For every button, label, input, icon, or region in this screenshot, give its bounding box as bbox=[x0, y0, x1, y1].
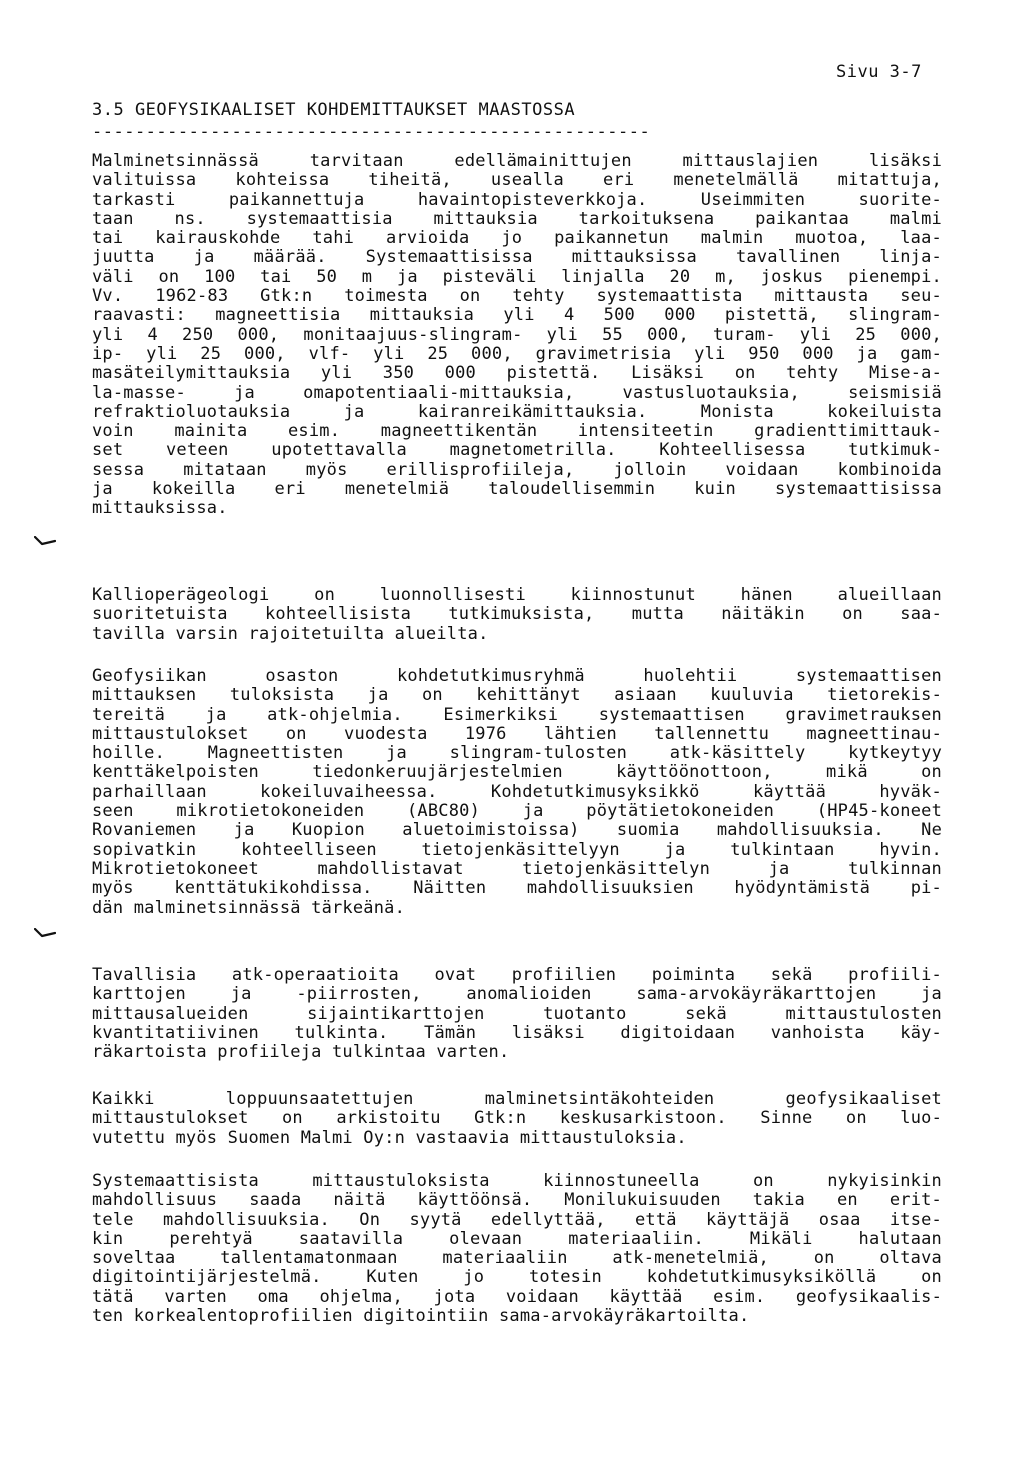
text-line: digitointijärjestelmä. Kuten jo totesin kohdetutkimusyksiköllä on bbox=[92, 1267, 942, 1288]
text-line: Mikrotietokoneet mahdollistavat tietojenkäsittelyn ja tulkinnan bbox=[92, 858, 942, 879]
text-line: tai kairauskohde tahi arvioida jo paikannetun malmin muotoa, laa- bbox=[92, 228, 942, 249]
margin-check-mark bbox=[34, 536, 56, 546]
text-line: mittauksissa. bbox=[92, 498, 228, 519]
text-line: voin mainita esim. magneettikentän intensiteetin gradienttimittauk- bbox=[92, 421, 942, 442]
text-line: set veteen upotettavalla magnetometrilla. Kohteellisessa tutkimuk- bbox=[92, 440, 942, 461]
section-title: 3.5 GEOFYSIKAALISET KOHDEMITTAUKSET MAASTOSSA bbox=[92, 100, 576, 120]
text-line: taan ns. systemaattisia mittauksia tarkoituksena paikantaa malmi bbox=[92, 208, 942, 229]
text-line: tarkasti paikannettuja havaintopisteverkkoja. Useimmiten suorite- bbox=[92, 189, 942, 210]
text-line: Malminetsinnässä tarvitaan edellämainittujen mittauslajien lisäksi bbox=[92, 151, 942, 171]
text-line: Geofysiikan osaston kohdetutkimusryhmä huolehtii systemaattisen bbox=[92, 666, 942, 686]
text-line: Kaikki loppuunsaatettujen malminetsintäkohteiden geofysikaaliset bbox=[92, 1089, 942, 1109]
text-line: ip- yli 25 000, vlf- yli 25 000, gravimetrisia yli 950 000 ja gam- bbox=[92, 343, 942, 364]
text-line: soveltaa tallentamatonmaan materiaaliin atk-menetelmiä, on oltava bbox=[92, 1248, 942, 1269]
text-line: la-masse- ja omapotentiaali-mittauksia, vastusluotauksia, seismisiä bbox=[92, 382, 942, 403]
paragraph-2 bbox=[92, 586, 942, 644]
text-line: mittaustulokset on vuodesta 1976 lähtien tallennettu magneettinau- bbox=[92, 723, 942, 744]
text-line: ten korkealentoprofiilien digitointiin sama-arvokäyräkartoilta. bbox=[92, 1306, 750, 1327]
text-line: karttojen ja -piirrosten, anomalioiden sama-arvokäyräkarttojen ja bbox=[92, 984, 942, 1005]
text-line: Rovaniemen ja Kuopion aluetoimistoissa) suomia mahdollisuuksia. Ne bbox=[92, 820, 942, 841]
text-line: myös kenttätukikohdissa. Näitten mahdollisuuksien hyödyntämistä pi- bbox=[92, 878, 942, 899]
text-line: mittauksen tuloksista ja on kehittänyt asiaan kuuluvia tietorekis- bbox=[92, 685, 942, 706]
text-line: hoille. Magneettisten ja slingram-tulosten atk-käsittely kytkeytyy bbox=[92, 743, 942, 764]
text-line: ja kokeilla eri menetelmiä taloudellisemmin kuin systemaattisissa bbox=[92, 479, 942, 500]
text-line: raavasti: magneettisia mittauksia yli 4 500 000 pistettä, slingram- bbox=[92, 305, 942, 326]
text-line: juutta ja määrää. Systemaattisissa mittauksissa tavallinen linja- bbox=[92, 247, 942, 268]
paragraph-4 bbox=[92, 966, 942, 1062]
paragraph-5 bbox=[92, 1090, 942, 1148]
text-line: tätä varten oma ohjelma, jota voidaan käyttää esim. geofysikaalis- bbox=[92, 1286, 942, 1307]
text-line: yli 4 250 000, monitaajuus-slingram- yli 55 000, turam- yli 25 000, bbox=[92, 324, 942, 345]
title-underline: ---------------------------------------------------- bbox=[92, 122, 651, 142]
text-line: mittaustulokset on arkistoitu Gtk:n keskusarkistoon. Sinne on luo- bbox=[92, 1108, 942, 1129]
text-line: räkartoista profiileja tulkintaa varten. bbox=[92, 1042, 510, 1063]
text-line: kenttäkelpoisten tiedonkeruujärjestelmien käyttöönottoon, mikä on bbox=[92, 762, 942, 783]
text-line: refraktioluotauksia ja kairanreikämittauksia. Monista kokeiluista bbox=[92, 401, 942, 422]
text-line: kvantitatiivinen tulkinta. Tämän lisäksi digitoidaan vanhoista käy- bbox=[92, 1022, 942, 1043]
text-line: mittausalueiden sijaintikarttojen tuotanto sekä mittaustulosten bbox=[92, 1003, 942, 1024]
text-line: seen mikrotietokoneiden (ABC80) ja pöytätietokoneiden (HP45-koneet bbox=[92, 801, 942, 822]
paragraph-1 bbox=[92, 152, 942, 519]
paragraph-3 bbox=[92, 667, 942, 918]
text-line: masäteilymittauksia yli 350 000 pistettä. Lisäksi on tehty Mise-a- bbox=[92, 363, 942, 384]
text-line: sessa mitataan myös erillisprofiileja, jolloin voidaan kombinoida bbox=[92, 459, 942, 480]
text-line: tavilla varsin rajoitetuilta alueilta. bbox=[92, 623, 489, 644]
text-line: Tavallisia atk-operaatioita ovat profiilien poiminta sekä profiili- bbox=[92, 965, 942, 985]
text-line: kin perehtyä saatavilla olevaan materiaaliin. Mikäli halutaan bbox=[92, 1228, 942, 1249]
text-line: sopivatkin kohteelliseen tietojenkäsittelyyn ja tulkintaan hyvin. bbox=[92, 839, 942, 860]
text-line: valituissa kohteissa tiheitä, usealla eri menetelmällä mitattuja, bbox=[92, 170, 942, 191]
page-number: Sivu 3-7 bbox=[836, 62, 922, 82]
text-line: dän malminetsinnässä tärkeänä. bbox=[92, 897, 406, 918]
text-line: mahdollisuus saada näitä käyttöönsä. Monilukuisuuden takia en erit- bbox=[92, 1190, 942, 1211]
text-line: Systemaattisista mittaustuloksista kiinnostuneella on nykyisinkin bbox=[92, 1171, 942, 1191]
paragraph-6 bbox=[92, 1172, 942, 1326]
text-line: suoritetuista kohteellisista tutkimuksista, mutta näitäkin on saa- bbox=[92, 604, 942, 625]
text-line: Kallioperägeologi on luonnollisesti kiinnostunut hänen alueillaan bbox=[92, 585, 942, 605]
margin-check-mark bbox=[34, 928, 56, 938]
text-line: parhaillaan kokeiluvaiheessa. Kohdetutkimusyksikkö käyttää hyväk- bbox=[92, 781, 942, 802]
text-line: tele mahdollisuuksia. On syytä edellyttää, että käyttäjä osaa itse- bbox=[92, 1209, 942, 1230]
text-line: Vv. 1962-83 Gtk:n toimesta on tehty systemaattista mittausta seu- bbox=[92, 286, 942, 307]
text-line: väli on 100 tai 50 m ja pisteväli linjalla 20 m, joskus pienempi. bbox=[92, 266, 942, 287]
text-line: vutettu myös Suomen Malmi Oy:n vastaavia mittaustuloksia. bbox=[92, 1127, 687, 1148]
text-line: tereitä ja atk-ohjelmia. Esimerkiksi systemaattisen gravimetrauksen bbox=[92, 704, 942, 725]
